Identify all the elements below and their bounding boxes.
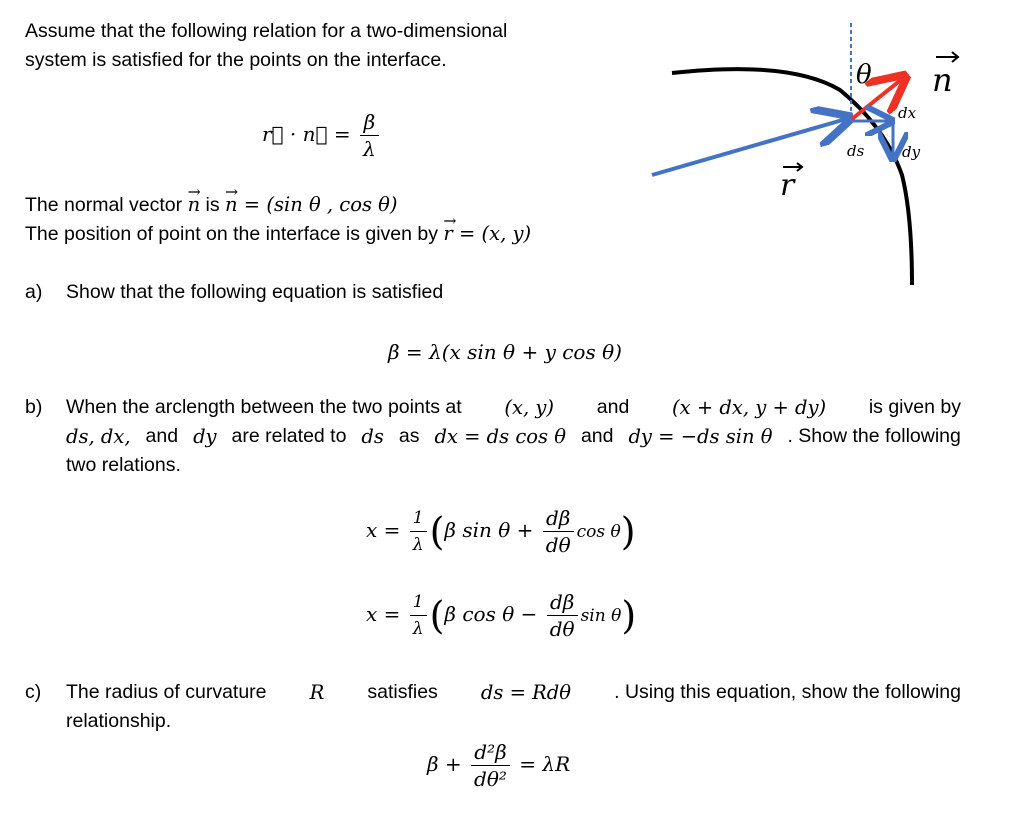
- position-line-prefix: The position of point on the interface is given by: [25, 223, 444, 245]
- part-b-dy: dy: [193, 425, 217, 448]
- r-vector-symbol: → r: [443, 219, 452, 248]
- r-vector-arrow: [652, 119, 846, 175]
- partc-eq-lhs: β +: [427, 752, 462, 776]
- eq1-f-den: λ: [412, 535, 424, 555]
- part-b-point-1: (x, y): [504, 396, 555, 419]
- intro-line-1: Assume that the following relation for a two-dimensional: [25, 20, 508, 42]
- partc-eq-num: d²β: [471, 740, 510, 766]
- eq2-f-den: λ: [412, 619, 424, 639]
- equation-dot-product: [262, 110, 382, 161]
- eq2-one-over-lambda: [410, 590, 427, 641]
- part-c-equation: [427, 740, 570, 791]
- eq2-d-den: dθ: [549, 617, 575, 641]
- eq2-close-paren: ): [621, 593, 637, 638]
- normal-line-prefix: The normal vector: [25, 194, 188, 216]
- part-c-line1-c: . Using this equation, show the following: [614, 681, 961, 703]
- partc-eq-den: dθ²: [474, 767, 507, 791]
- eq2-d-num: dβ: [547, 590, 578, 616]
- partc-eq-rhs: = λR: [519, 752, 571, 776]
- part-b-text: [66, 393, 961, 480]
- eq-main-fraction: [360, 110, 379, 161]
- part-b-ds-dx: ds, dx,: [66, 425, 131, 448]
- part-b-and: and: [596, 396, 630, 418]
- eq2-f-num: 1: [410, 590, 427, 616]
- part-a-equation: β = λ(x sin θ + y cos θ): [388, 340, 622, 364]
- part-b-and-2: and: [145, 425, 179, 447]
- part-b-line-2: [66, 422, 961, 451]
- n-vector-symbol: → n: [188, 190, 201, 219]
- eq1-term2: cos θ: [576, 522, 621, 542]
- part-b-marker: b): [25, 396, 43, 418]
- part-b-dx-eq: dx = ds cos θ: [434, 425, 566, 448]
- part-c-satisfies: satisfies: [367, 681, 438, 703]
- eq1-d-num: dβ: [543, 506, 574, 532]
- normal-line-is: is: [200, 194, 226, 216]
- eq1-f-num: 1: [410, 506, 427, 532]
- eq1-derivative: [543, 506, 574, 557]
- eq2-lhs: x =: [366, 602, 401, 626]
- eq-main-num: β: [360, 110, 379, 136]
- part-b-dy-eq: dy = −ds sin θ: [628, 425, 773, 448]
- intro-line-2: system is satisfied for the points on the interface.: [25, 49, 447, 71]
- part-b-ds: ds: [361, 425, 384, 448]
- eq-main-lhs: r⃗ · n⃗ =: [262, 122, 351, 146]
- dy-label: dy: [902, 143, 921, 161]
- n-label: n: [932, 61, 953, 99]
- part-b-line-3: two relations.: [66, 454, 181, 476]
- eq-main-den: λ: [363, 137, 376, 161]
- position-line: [25, 219, 531, 249]
- part-c-text: [66, 678, 961, 736]
- part-b-line1-b: is given by: [868, 396, 961, 418]
- dx-label: dx: [898, 104, 917, 122]
- part-b-line-1: [66, 393, 961, 422]
- partc-second-derivative: [471, 740, 510, 791]
- ds-label: ds: [847, 142, 865, 160]
- normal-line-eq: = (sin θ , cos θ): [237, 193, 398, 216]
- eq1-term1: β sin θ +: [444, 518, 534, 542]
- eq1-open-paren: (: [429, 509, 445, 554]
- intro-text: [25, 17, 507, 75]
- eq2-open-paren: (: [429, 593, 445, 638]
- theta-label: θ: [856, 60, 872, 90]
- r-label: r: [780, 168, 795, 203]
- n-vector-symbol-2: → n: [225, 190, 238, 219]
- part-a-marker: a): [25, 281, 43, 303]
- part-c-ds-eq: ds = Rdθ: [480, 681, 572, 704]
- part-b-point-2: (x + dx, y + dy): [672, 396, 827, 419]
- part-a-text: Show that the following equation is satisfied: [66, 281, 444, 303]
- eq1-close-paren: ): [620, 509, 636, 554]
- part-c-line-1: [66, 678, 961, 707]
- part-b-show: . Show the following: [787, 425, 961, 447]
- interface-diagram: [640, 15, 980, 295]
- eq1-d-den: dθ: [545, 533, 571, 557]
- part-c-R: R: [309, 681, 325, 704]
- eq2-term1: β cos θ −: [444, 602, 538, 626]
- part-c-line1-a: The radius of curvature: [66, 681, 267, 703]
- part-b-equation-2: [366, 590, 636, 641]
- part-b-related: are related to: [231, 425, 347, 447]
- part-b-equation-1: [366, 506, 636, 557]
- part-c-line-2: relationship.: [66, 710, 172, 732]
- eq1-one-over-lambda: [410, 506, 427, 557]
- eq2-derivative: [547, 590, 578, 641]
- part-b-as: as: [398, 425, 420, 447]
- part-b-line1-a: When the arclength between the two points at: [66, 396, 462, 418]
- eq2-term2: sin θ: [580, 606, 622, 626]
- part-b-and-3: and: [580, 425, 614, 447]
- normal-vector-line: [25, 190, 398, 220]
- eq1-lhs: x =: [366, 518, 401, 542]
- part-c-marker: c): [25, 681, 42, 703]
- position-line-eq: = (x, y): [452, 222, 532, 245]
